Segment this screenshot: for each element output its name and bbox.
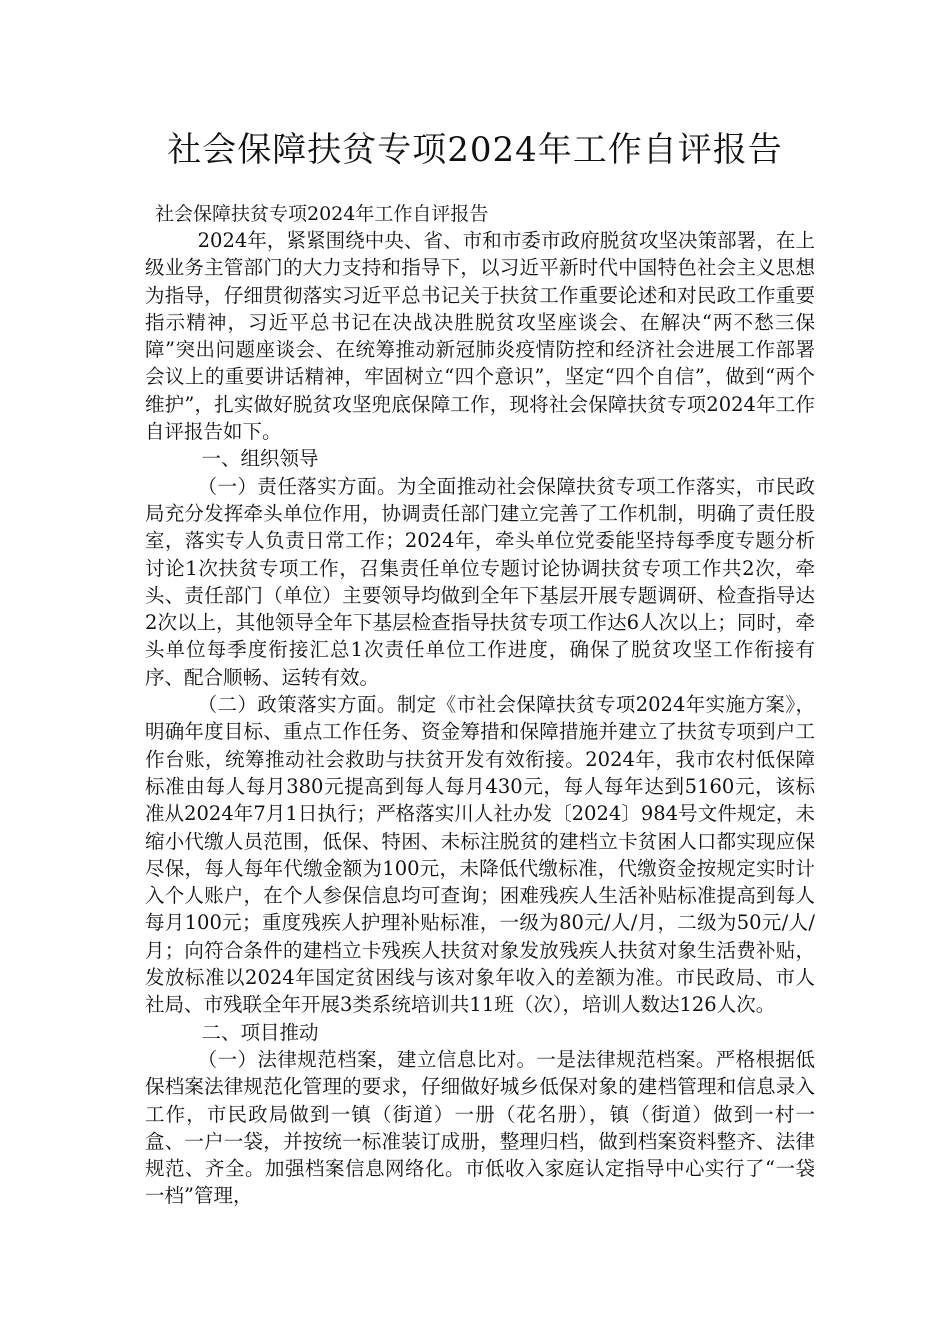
- document-title: 社会保障扶贫专项2024年工作自评报告: [167, 130, 783, 170]
- paragraph-archives: （一）法律规范档案，建立信息比对。一是法律规范档案。严格根据低保档案法律规范化管理的要求，仔细做好城乡低保对象的建档管理和信息录入工作，市民政局做到一镇（街道）一册（花名册），镇（街道）做到一村一盒、一户一袋，并按统一标准装订成册，整理归档，做到档案资料整齐、法律规范、齐全。加强档案信息网络化。市低收入家庭认定指导中心实行了“一袋一档”管理，: [145, 1047, 815, 1208]
- paragraph-intro: 2024年，紧紧围绕中央、省、市和市委市政府脱贫攻坚决策部署，在上级业务主管部门的大力支持和指导下，以习近平新时代中国特色社会主义思想为指导，仔细贯彻落实习近平总书记关于扶贫工作重要论述和对民政工作重要指示精神，习近平总书记在决战决胜脱贫攻坚座谈会、在解决“两不愁三保障”突出问题座谈会、在统筹推动新冠肺炎疫情防控和经济社会进展工作部署会议上的重要讲话精神，牢固树立“四个意识”，坚定“四个自信”，做到“两个维护”，扎实做好脱贫攻坚兜底保障工作，现将社会保障扶贫专项2024年工作自评报告如下。: [145, 229, 815, 444]
- paragraph-policy: （二）政策落实方面。制定《市社会保障扶贫专项2024年实施方案》，明确年度目标、重点工作任务、资金筹措和保障措施并建立了扶贫专项到户工作台账，统筹推动社会救助与扶贫开发有效衔接。2024年，我市农村低保障标准由每人每月380元提高到每人每月430元，每人每年达到5160元，该标准从2024年7月1日执行；严格落实川人社办发〔2024〕984号文件规定，未缩小代缴人员范围，低保、特困、未标注脱贫的建档立卡贫困人口都实现应保尽保，每人每年代缴金额为100元，未降低代缴标准，代缴资金按规定实时计入个人账户，在个人参保信息均可查询；困难残疾人生活补贴标准提高到每人每月100元；重度残疾人护理补贴标准，一级为80元/人/月，二级为50元/人/月；向符合条件的建档立卡残疾人扶贫对象发放残疾人扶贫对象生活费补贴，发放标准以2024年国定贫困线与该对象年收入的差额为准。市民政局、市人社局、市残联全年开展3类系统培训共11班（次），培训人数达126人次。: [145, 693, 815, 1017]
- document-body: [145, 227, 815, 1210]
- section-heading-projects: 二、项目推动: [201, 1020, 319, 1044]
- paragraph-responsibility: （一）责任落实方面。为全面推动社会保障扶贫专项工作落实，市民政局充分发挥牵头单位作用，协调责任部门建立完善了工作机制，明确了责任股室，落实专人负责日常工作；2024年，牵头单位党委能坚持每季度专题分析讨论1次扶贫专项工作，召集责任单位专题讨论协调扶贫专项工作共2次，牵头、责任部门（单位）主要领导均做到全年下基层开展专题调研、检查指导达2次以上，其他领导全年下基层检查指导扶贫专项工作达6人次以上；同时，牵头单位每季度衔接汇总1次责任单位工作进度，确保了脱贫攻坚工作衔接有序、配合顺畅、运转有效。: [145, 474, 815, 689]
- document-subtitle: 社会保障扶贫专项2024年工作自评报告: [155, 203, 489, 225]
- section-heading-organization: 一、组织领导: [201, 447, 319, 471]
